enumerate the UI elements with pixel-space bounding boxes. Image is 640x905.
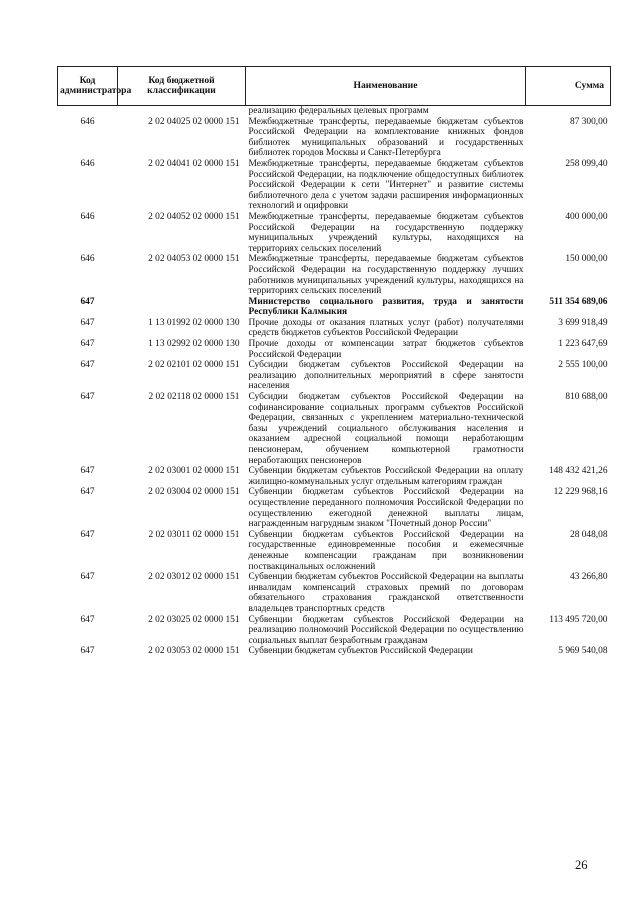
header-amount: Сумма <box>526 67 611 106</box>
table-row <box>58 487 611 529</box>
budget-code-cell: 2 02 03025 02 0000 151 <box>148 614 240 625</box>
admin-code-cell: 646 <box>80 116 95 127</box>
name-cell: Субвенции бюджетам субъектов Российской Федерации <box>248 646 473 657</box>
document-page <box>57 66 610 657</box>
name-cell: Межбюджетные трансферты, передаваемые бюджетам субъектов Российской Федерации на государственную поддержку муниципальных учреждений культуры, находящихся на территориях сельских поселений <box>248 211 524 254</box>
admin-code-cell: 647 <box>80 296 95 307</box>
budget-code-cell: 2 02 04052 02 0000 151 <box>148 211 240 222</box>
amount-cell: 511 354 689,06 <box>549 296 608 307</box>
name-cell: Межбюджетные трансферты, передаваемые бюджетам субъектов Российской Федерации, на подключение общедоступных библиотек Российской Федерации к сети "Интернет" и развитие системы библиотечного дела с учетом задачи расширения информационных технологий и оцифровки <box>248 158 524 212</box>
table-body <box>58 106 611 657</box>
revenue-table <box>57 66 611 657</box>
name-cell: Межбюджетные трансферты, передаваемые бюджетам субъектов Российской Федерации на государственную поддержку лучших работников муниципальных учреждений культуры, находящихся на территориях сельских поселений <box>248 254 524 297</box>
amount-cell: 43 266,80 <box>570 572 608 583</box>
budget-code-cell <box>118 297 246 318</box>
amount-cell: 810 688,00 <box>565 392 608 403</box>
admin-code-cell: 647 <box>80 466 95 477</box>
table-header <box>58 67 611 106</box>
admin-code-cell: 647 <box>80 646 95 657</box>
continuation-row <box>58 106 611 117</box>
header-budget-code: Код бюджетной классификации <box>118 67 246 106</box>
budget-code-cell: 1 13 02992 02 0000 130 <box>148 339 240 350</box>
table-row <box>58 159 611 212</box>
admin-code-cell: 646 <box>80 211 95 222</box>
table-row <box>58 572 611 614</box>
budget-code-cell: 2 02 02118 02 0000 151 <box>148 392 240 403</box>
table-row <box>58 117 611 159</box>
admin-code-cell: 647 <box>80 487 95 498</box>
name-cell: Субсидии бюджетам субъектов Российской Федерации на реализацию дополнительных мероприятий в сфере занятости населения <box>248 360 524 392</box>
admin-code-cell: 647 <box>80 392 95 403</box>
name-cell: Субвенции бюджетам субъектов Российской Федерации на оплату жилищно-коммунальных услуг отдельным категориям граждан <box>248 466 524 487</box>
header-admin-code: Код администратора <box>58 67 118 106</box>
amount-cell: 400 000,00 <box>565 211 608 222</box>
budget-code-cell: 2 02 03004 02 0000 151 <box>148 487 240 498</box>
admin-code-cell: 646 <box>80 158 95 169</box>
amount-cell: 28 048,08 <box>570 529 608 540</box>
budget-code-cell: 2 02 03011 02 0000 151 <box>148 529 240 540</box>
name-cell: Субвенции бюджетам субъектов Российской Федерации на реализацию полномочий Российской Федерации по осуществлению социальных выплат безработным гражданам <box>248 614 524 646</box>
admin-code-cell: 647 <box>80 572 95 583</box>
name-cell: Субвенции бюджетам субъектов Российской Федерации на осуществление переданного полномочия Российской Федерации по осуществлению ежегодной денежной выплаты лицам, награжденным нагрудным знаком "Почетный донор России" <box>248 487 524 530</box>
name-cell: Межбюджетные трансферты, передаваемые бюджетам субъектов Российской Федерации на комплектование книжных фондов библиотек муниципальных образований и государственных библиотек городов Москвы и Санкт-Петербурга <box>248 116 524 159</box>
budget-code-cell: 1 13 01992 02 0000 130 <box>148 317 240 328</box>
header-name: Наименование <box>246 67 526 106</box>
table-row <box>58 615 611 647</box>
amount-cell: 87 300,00 <box>570 116 608 127</box>
budget-code-cell: 2 02 03012 02 0000 151 <box>148 572 240 583</box>
table-row <box>58 530 611 572</box>
admin-code-cell: 647 <box>80 529 95 540</box>
table-row <box>58 646 611 657</box>
table-row <box>58 339 611 360</box>
page-number: 26 <box>575 858 588 872</box>
table-row <box>58 254 611 296</box>
admin-code-cell: 647 <box>80 339 95 350</box>
table-row <box>58 212 611 254</box>
table-row <box>58 466 611 487</box>
admin-code-cell: 647 <box>80 317 95 328</box>
admin-code-cell: 647 <box>80 360 95 371</box>
budget-code-cell: 2 02 04053 02 0000 151 <box>148 254 240 265</box>
amount-cell: 2 555 100,00 <box>558 360 608 371</box>
amount-cell: 113 495 720,00 <box>549 614 608 625</box>
budget-code-cell: 2 02 02101 02 0000 151 <box>148 360 240 371</box>
budget-code-cell: 2 02 03053 02 0000 151 <box>148 646 240 657</box>
table-row <box>58 318 611 339</box>
name-cell: Субсидии бюджетам субъектов Российской Федерации на софинансирование социальных программ субъектов Российской Федерации, связанных с укреплением материально-технической базы учреждений социального обслуживания населения и оказанием адресной социальной помощи неработающим пенсионерам, обучением компьютерной грамотности неработающих пенсионеров <box>248 392 524 466</box>
admin-code-cell: 646 <box>80 254 95 265</box>
name-cell: Субвенции бюджетам субъектов Российской Федерации на государственные единовременные пособия и ежемесячные денежные компенсации гражданам при возникновении поствакцинальных осложнений <box>248 529 524 572</box>
table-row <box>58 360 611 392</box>
continuation-text: реализацию федеральных целевых программ <box>248 106 429 116</box>
table-row <box>58 297 611 318</box>
budget-code-cell: 2 02 04041 02 0000 151 <box>148 158 240 169</box>
amount-cell: 12 229 968,16 <box>553 487 608 498</box>
amount-cell: 3 699 918,49 <box>558 317 608 328</box>
name-cell: Прочие доходы от оказания платных услуг (работ) получателями средств бюджетов субъектов Российской Федерации <box>248 317 524 339</box>
budget-code-cell: 2 02 03001 02 0000 151 <box>148 466 240 477</box>
amount-cell: 258 099,40 <box>565 158 608 169</box>
name-cell: Министерство социального развития, труда и занятости Республики Калмыкия <box>248 296 524 318</box>
amount-cell: 5 969 540,08 <box>558 646 608 657</box>
amount-cell: 150 000,00 <box>565 254 608 265</box>
admin-code-cell: 647 <box>80 614 95 625</box>
table-row <box>58 392 611 466</box>
name-cell: Субвенции бюджетам субъектов Российской Федерации на выплаты инвалидам компенсаций страховых премий по договорам обязательного страхования гражданской ответственности владельцев транспортных средств <box>248 572 524 614</box>
budget-code-cell: 2 02 04025 02 0000 151 <box>148 116 240 127</box>
amount-cell: 148 432 421,26 <box>548 466 608 477</box>
name-cell: Прочие доходы от компенсации затрат бюджетов субъектов Российской Федерации <box>248 339 524 360</box>
amount-cell: 1 223 647,69 <box>558 339 608 350</box>
